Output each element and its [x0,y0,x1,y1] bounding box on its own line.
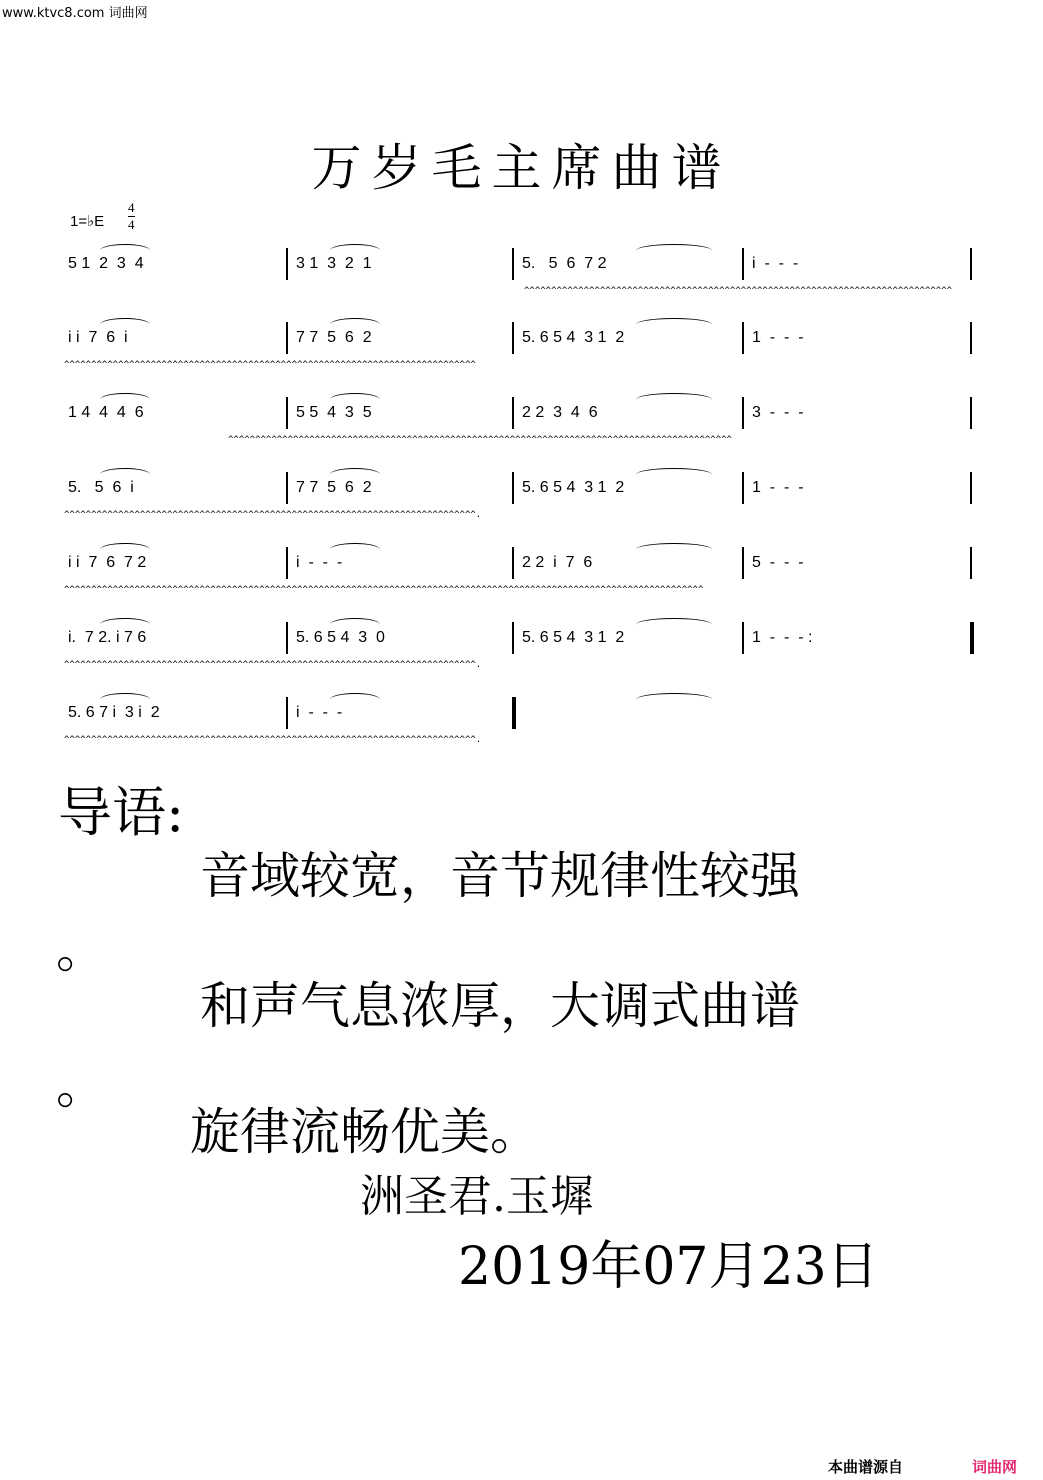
measure: 3 1 3 2 1 [296,255,372,272]
date: 2019年07月23日 [458,1237,879,1297]
measure: 1 - - - [752,479,804,496]
placeholder-marks: ^^^^^^^^^^^^^^^^^^^^^^^^^^^^^^^^^^^^^^^^^^^^^^^^^^^^^^^^^^^^^^^^^^^^^^^^^^^^. [64,510,482,520]
slur [636,543,712,556]
final-barline [512,697,516,729]
barline [742,248,744,280]
watermark: www.ktvc8.com 词曲网 [2,6,148,21]
measure: 5. 5 6 7 2 [522,255,607,272]
slur [636,318,712,331]
barline [512,322,514,354]
barline [970,472,972,504]
barline [970,547,972,579]
source-site: 词曲网 [972,1458,1018,1476]
barline [286,472,288,504]
guide-line: 。 [56,1057,106,1115]
slur [636,693,712,706]
slur [330,244,380,257]
slur [330,318,380,331]
barline [512,547,514,579]
staff-row [0,693,1043,745]
slur [330,468,380,481]
measure: 2 2 3 4 6 [522,404,598,421]
staff-row [0,318,1043,370]
time-signature-bottom: 4 [128,217,135,232]
measure: i i 7 6 7 2 [68,554,147,571]
guide-line: 。 [56,921,106,979]
author-signature: 洲圣君.玉墀 [360,1171,594,1222]
barline [970,397,972,429]
measure: 2 2 i 7 6 [522,554,593,571]
slur [636,244,712,257]
slur [100,244,150,257]
measure: 5 1 2 3 4 [68,255,144,272]
barline [286,322,288,354]
measure: i - - - [296,554,343,571]
barline [512,397,514,429]
slur [100,468,150,481]
barline [742,397,744,429]
slur [330,618,380,631]
barline [742,472,744,504]
staff-row [0,244,1043,296]
measure: 7 7 5 6 2 [296,479,372,496]
slur [636,618,712,631]
slur [636,393,712,406]
measure: 5 - - - [752,554,804,571]
time-signature-top: 4 [128,200,135,215]
slur [636,468,712,481]
placeholder-marks: ^^^^^^^^^^^^^^^^^^^^^^^^^^^^^^^^^^^^^^^^^^^^^^^^^^^^^^^^^^^^^^^^^^^^^^^^^^^^^^^^^^^^^^^^^^^^^ [228,435,732,445]
barline [970,248,972,280]
measure: 1 - - - : [752,629,813,646]
staff-row [0,618,1043,670]
source-label: 本曲谱源自 [828,1458,904,1476]
guide-line: 音域较宽，音节规律性较强 [200,847,800,905]
measure: 5. 6 5 4 3 0 [296,629,385,646]
key-signature: 1=♭E [70,213,105,230]
measure: 5. 6 7 i 3 i 2 [68,704,160,721]
measure: 7 7 5 6 2 [296,329,372,346]
measure: 5. 6 5 4 3 1 2 [522,629,625,646]
barline [286,547,288,579]
measure: i. 7 2. i 7 6 [68,629,147,646]
page-title: 万岁毛主席曲谱 [311,139,732,197]
measure: 1 4 4 4 6 [68,404,144,421]
measure: 5. 6 5 4 3 1 2 [522,479,625,496]
slur [330,393,380,406]
slur [330,543,380,556]
placeholder-marks: ^^^^^^^^^^^^^^^^^^^^^^^^^^^^^^^^^^^^^^^^^^^^^^^^^^^^^^^^^^^^^^^^^^^^^^^^^^^^^^^^^^^^^^^^^^^^^^^^^^^^^^^^^^^^^^^^^^^^^^ [64,585,704,595]
barline [286,697,288,729]
slur [100,543,150,556]
placeholder-marks: ^^^^^^^^^^^^^^^^^^^^^^^^^^^^^^^^^^^^^^^^^^^^^^^^^^^^^^^^^^^^^^^^^^^^^^^^^^^^. [64,660,482,670]
measure: 5. 5 6 i [68,479,134,496]
measure: 5 5 4 3 5 [296,404,372,421]
measure: 3 - - - [752,404,804,421]
measure: 5. 6 5 4 3 1 2 [522,329,625,346]
measure: i - - - [752,255,799,272]
barline [512,622,514,654]
measure: i - - - [296,704,343,721]
barline [286,397,288,429]
time-signature [128,200,135,233]
barline [512,472,514,504]
slur [100,618,150,631]
guide-line: 旋律流畅优美。 [190,1103,540,1161]
placeholder-marks: ^^^^^^^^^^^^^^^^^^^^^^^^^^^^^^^^^^^^^^^^^^^^^^^^^^^^^^^^^^^^^^^^^^^^^^^^^^^^ [64,360,476,370]
measure: 1 - - - [752,329,804,346]
staff-row [0,543,1043,595]
barline [742,322,744,354]
guide-label: 导语: [58,781,185,844]
staff-row [0,393,1043,445]
guide-line: 和声气息浓厚，大调式曲谱 [200,977,800,1035]
slur [330,693,380,706]
placeholder-marks: ^^^^^^^^^^^^^^^^^^^^^^^^^^^^^^^^^^^^^^^^^^^^^^^^^^^^^^^^^^^^^^^^^^^^^^^^^^^^^^^ [524,286,953,296]
barline [286,248,288,280]
barline [512,248,514,280]
slur [100,318,150,331]
measure: i i 7 6 i [68,329,128,346]
placeholder-marks: ^^^^^^^^^^^^^^^^^^^^^^^^^^^^^^^^^^^^^^^^^^^^^^^^^^^^^^^^^^^^^^^^^^^^^^^^^^^^. [64,735,482,745]
slur [100,393,150,406]
barline [742,547,744,579]
staff-row [0,468,1043,520]
barline [970,322,972,354]
barline [742,622,744,654]
slur [100,693,150,706]
final-barline [970,622,974,654]
barline [286,622,288,654]
